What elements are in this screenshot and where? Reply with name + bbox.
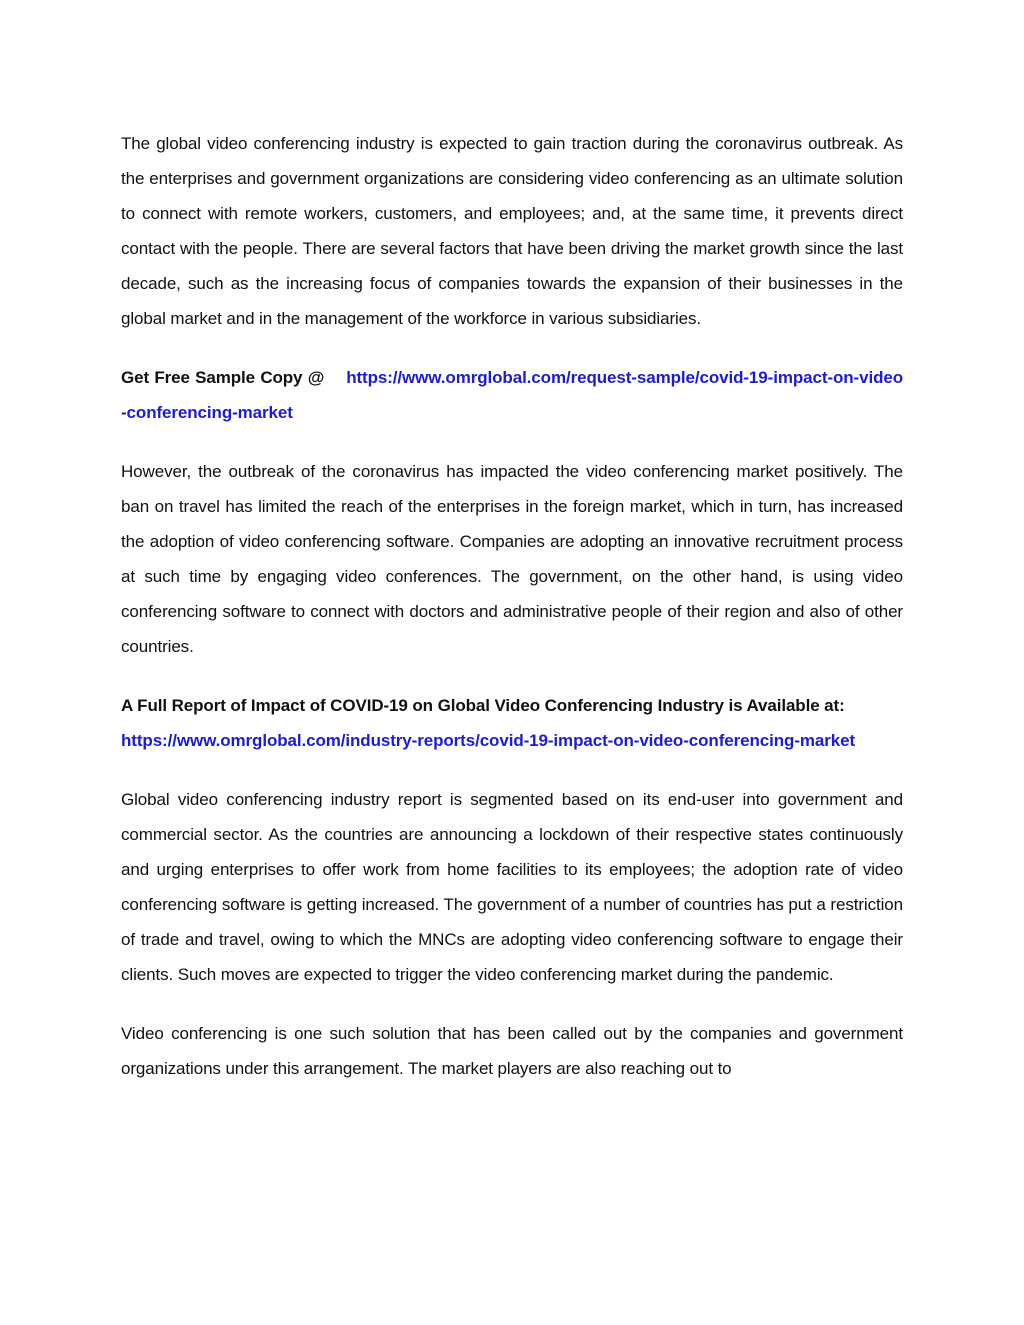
full-report-line	[121, 723, 903, 758]
document-body	[121, 126, 903, 1086]
paragraph-segmentation: Global video conferencing industry report is segmented based on its end-user into government and commercial sector. As the countries are announcing a lockdown of their respective states continuously and urging enterprises to offer work from home facilities to its employees; the adoption rate of video conferencing software is getting increased. The government of a number of countries has put a restriction of trade and travel, owing to which the MNCs are adopting video conferencing software to engage their clients. Such moves are expected to trigger the video conferencing market during the pandemic.	[121, 790, 903, 984]
paragraph-outbreak-impact: However, the outbreak of the coronavirus has impacted the video conferencing market positively. The ban on travel has limited the reach of the enterprises in the foreign market, which in turn, has increased the adoption of video conferencing software. Companies are adopting an innovative recruitment process at such time by engaging video conferences. The government, on the other hand, is using video conferencing software to connect with doctors and administrative people of their region and also of other countries.	[121, 462, 903, 656]
full-report-heading: A Full Report of Impact of COVID-19 on Global Video Conferencing Industry is Available at:	[121, 696, 845, 715]
full-report-link[interactable]: https://www.omrglobal.com/industry-reports/covid-19-impact-on-video-conferencing-market	[121, 731, 856, 750]
sample-copy-line	[121, 360, 903, 430]
sample-copy-link[interactable]: https://www.omrglobal.com/request-sample/covid-19-impact-on-video-conferencing-market	[121, 368, 903, 422]
paragraph-solution: Video conferencing is one such solution that has been called out by the companies and government organizations under this arrangement. The market players are also reaching out to	[121, 1024, 903, 1078]
paragraph-intro: The global video conferencing industry is expected to gain traction during the coronavirus outbreak. As the enterprises and government organizations are considering video conferencing as an ultimate solution to connect with remote workers, customers, and employees; and, at the same time, it prevents direct contact with the people. There are several factors that have been driving the market growth since the last decade, such as the increasing focus of companies towards the expansion of their businesses in the global market and in the management of the workforce in various subsidiaries.	[121, 134, 903, 328]
sample-copy-label: Get Free Sample Copy @	[121, 368, 325, 387]
